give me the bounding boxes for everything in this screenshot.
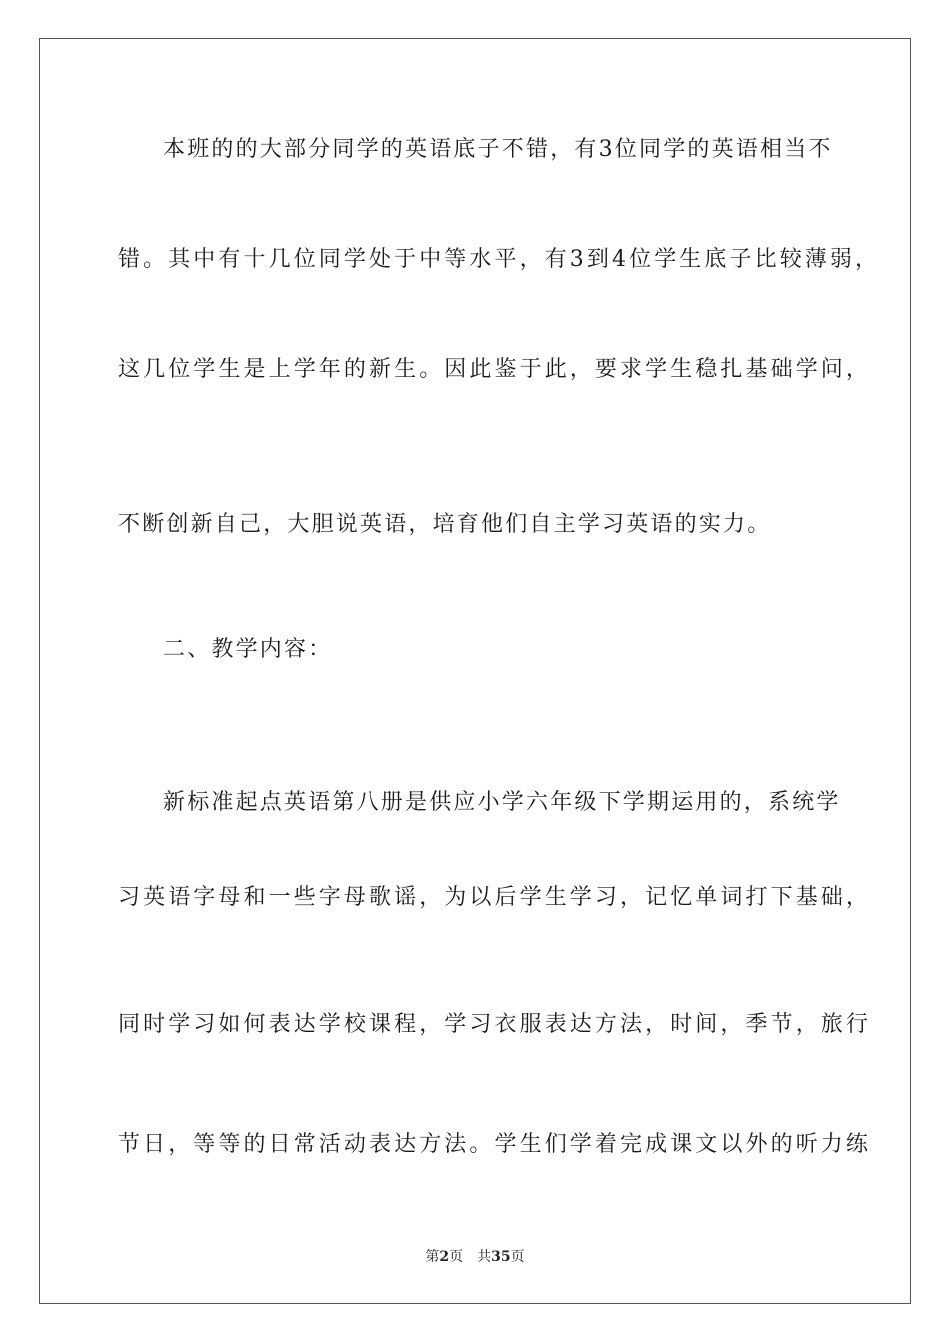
footer-page-prefix: 第: [425, 1249, 440, 1265]
text-line-2: 错。其中有十几位同学处于中等水平，有3到4位学生底子比较薄弱，: [118, 247, 881, 272]
footer-page-suffix: 页: [449, 1249, 464, 1265]
page-footer: [0, 1248, 950, 1266]
text-line-9: 节日，等等的日常活动表达方法。学生们学着完成课文以外的听力练: [118, 1132, 872, 1157]
page-frame: [39, 38, 911, 1304]
section-heading: 二、教学内容：: [163, 637, 333, 662]
text-line-7: 习英语字母和一些字母歌谣，为以后学生学习，记忆单词打下基础，: [118, 885, 872, 910]
footer-page-number: 2: [439, 1249, 450, 1265]
footer-total-prefix: 共: [477, 1249, 492, 1265]
text-line-3: 这几位学生是上学年的新生。因此鉴于此，要求学生稳扎基础学问，: [118, 357, 872, 382]
footer-total-suffix: 页: [510, 1249, 525, 1265]
text-line-4: 不断创新自己，大胆说英语，培育他们自主学习英语的实力。: [118, 512, 772, 537]
text-line-1: 本班的的大部分同学的英语底子不错，有3位同学的英语相当不: [163, 137, 833, 162]
footer-total-pages: 35: [491, 1249, 511, 1265]
text-line-6: 新标准起点英语第八册是供应小学六年级下学期运用的，系统学: [163, 790, 841, 815]
text-line-8: 同时学习如何表达学校课程，学习衣服表达方法，时间，季节，旅行: [118, 1012, 872, 1037]
